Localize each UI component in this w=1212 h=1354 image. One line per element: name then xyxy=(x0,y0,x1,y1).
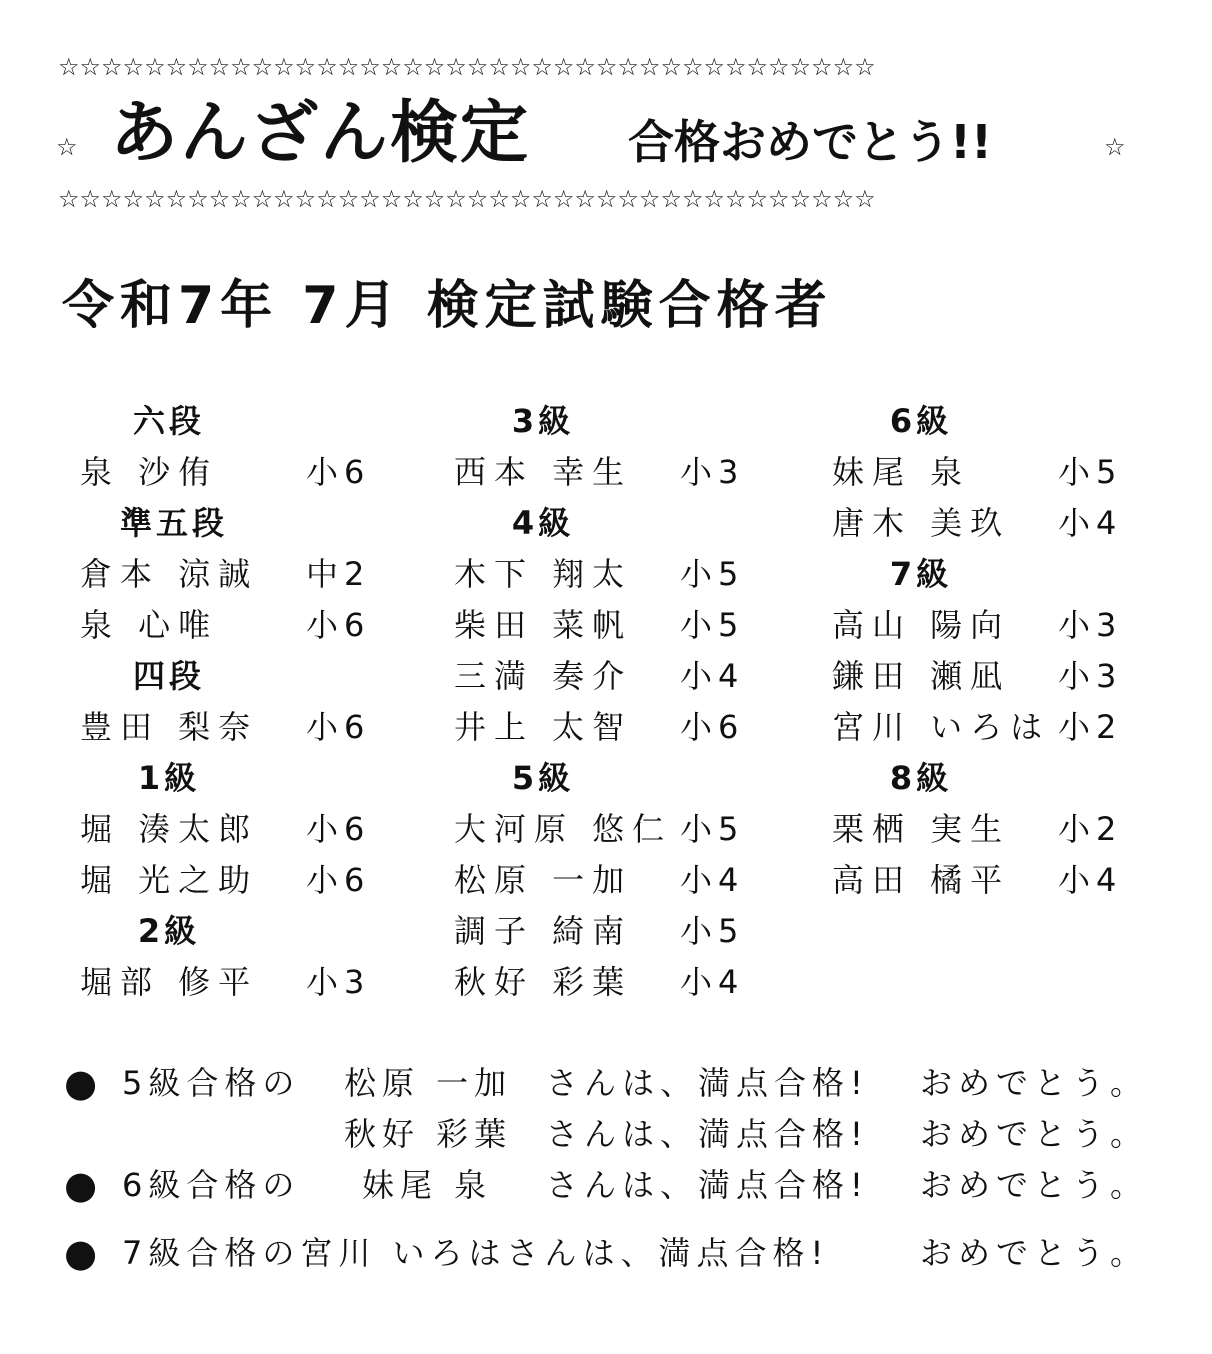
student-row xyxy=(448,804,748,855)
student-row xyxy=(448,957,748,1008)
school-grade: 小6 xyxy=(306,453,371,491)
school-grade: 小5 xyxy=(680,606,745,644)
student-row xyxy=(448,549,748,600)
note-bullet-3: ● xyxy=(64,1231,98,1275)
student-row xyxy=(826,498,1126,549)
school-grade: 小6 xyxy=(680,708,745,746)
student-row xyxy=(74,600,374,651)
student-row xyxy=(74,549,374,600)
student-name: 大河原 悠仁 xyxy=(454,810,673,848)
note-bullet-2: ● xyxy=(64,1163,98,1207)
student-name: 鎌田 瀬凪 xyxy=(832,657,1011,695)
student-name: 柴田 菜帆 xyxy=(454,606,633,644)
note-bullet-1: ● xyxy=(64,1061,98,1105)
grade-heading: 2級 xyxy=(137,912,201,950)
student-name: 木下 翔太 xyxy=(454,555,633,593)
school-grade: 小5 xyxy=(680,912,745,950)
note-3-suffix: さんは、満点合格! xyxy=(546,1166,869,1204)
grade-heading: 6級 xyxy=(889,402,953,440)
school-grade: 小4 xyxy=(680,657,745,695)
student-name: 高山 陽向 xyxy=(832,606,1011,644)
student-row xyxy=(826,804,1126,855)
note-1-suffix: さんは、満点合格! xyxy=(546,1064,869,1102)
school-grade: 小6 xyxy=(306,606,371,644)
student-name: 豊田 梨奈 xyxy=(80,708,259,746)
school-grade: 小5 xyxy=(1058,453,1123,491)
student-row xyxy=(448,855,748,906)
results-column-2 xyxy=(448,396,748,1008)
school-grade: 小4 xyxy=(1058,504,1123,542)
school-grade: 小3 xyxy=(680,453,745,491)
student-name: 松原 一加 xyxy=(454,861,633,899)
student-row xyxy=(826,702,1126,753)
grade-heading: 四段 xyxy=(132,657,205,695)
grade-heading: 8級 xyxy=(889,759,953,797)
student-name: 妹尾 泉 xyxy=(832,453,971,491)
student-row xyxy=(74,957,374,1008)
school-grade: 小6 xyxy=(306,810,371,848)
school-grade: 小5 xyxy=(680,810,745,848)
school-grade: 小6 xyxy=(306,708,371,746)
school-grade: 小3 xyxy=(1058,606,1123,644)
student-row xyxy=(448,447,748,498)
student-row xyxy=(448,600,748,651)
note-4-end: おめでとう。 xyxy=(920,1234,1149,1272)
school-grade: 小4 xyxy=(680,861,745,899)
star-left: ☆ xyxy=(56,133,78,161)
student-name: 堀 光之助 xyxy=(80,861,259,899)
student-row xyxy=(826,651,1126,702)
student-name: 泉 沙侑 xyxy=(80,453,219,491)
stars-border-bottom: ☆☆☆☆☆☆☆☆☆☆☆☆☆☆☆☆☆☆☆☆☆☆☆☆☆☆☆☆☆☆☆☆☆☆☆☆☆☆ xyxy=(58,185,876,213)
student-name: 三満 奏介 xyxy=(454,657,633,695)
note-1-prefix: 5級合格の xyxy=(122,1064,301,1102)
school-grade: 中2 xyxy=(306,555,371,593)
student-row xyxy=(448,651,748,702)
student-row xyxy=(826,447,1126,498)
student-row xyxy=(74,447,374,498)
note-3-end: おめでとう。 xyxy=(920,1166,1149,1204)
note-2-name: 秋好 彩葉 xyxy=(344,1115,513,1153)
student-row xyxy=(74,702,374,753)
grade-heading: 4級 xyxy=(511,504,575,542)
note-3-prefix: 6級合格の xyxy=(122,1166,301,1204)
student-name: 唐木 美玖 xyxy=(832,504,1011,542)
student-name: 高田 橘平 xyxy=(832,861,1011,899)
grade-heading: 六段 xyxy=(132,402,205,440)
student-row xyxy=(74,804,374,855)
school-grade: 小3 xyxy=(306,963,371,1001)
student-row xyxy=(74,855,374,906)
note-1-end: おめでとう。 xyxy=(920,1064,1149,1102)
school-grade: 小2 xyxy=(1058,810,1123,848)
grade-heading: 5級 xyxy=(511,759,575,797)
student-name: 堀部 修平 xyxy=(80,963,259,1001)
school-grade: 小2 xyxy=(1058,708,1123,746)
grade-heading: 1級 xyxy=(137,759,201,797)
school-grade: 小3 xyxy=(1058,657,1123,695)
note-1-name: 松原 一加 xyxy=(344,1064,513,1102)
stars-border-top: ☆☆☆☆☆☆☆☆☆☆☆☆☆☆☆☆☆☆☆☆☆☆☆☆☆☆☆☆☆☆☆☆☆☆☆☆☆☆ xyxy=(58,53,876,81)
results-column-3 xyxy=(826,396,1126,906)
star-right: ☆ xyxy=(1104,133,1126,161)
student-name: 西本 幸生 xyxy=(454,453,633,491)
student-name: 堀 湊太郎 xyxy=(80,810,259,848)
student-row xyxy=(826,600,1126,651)
school-grade: 小6 xyxy=(306,861,371,899)
banner-title: あんざん検定 xyxy=(110,94,531,173)
student-name: 倉本 涼誠 xyxy=(80,555,259,593)
student-name: 栗栖 実生 xyxy=(832,810,1011,848)
note-4-text: 7級合格の宮川 いろはさんは、満点合格! xyxy=(122,1234,830,1272)
student-name: 宮川 いろは xyxy=(832,708,1051,746)
banner-congrats: 合格おめでとう!! xyxy=(628,115,992,169)
grade-heading: 準五段 xyxy=(119,504,228,542)
note-2-suffix: さんは、満点合格! xyxy=(546,1115,869,1153)
page-title: 令和7年 7月 検定試験合格者 xyxy=(62,276,833,336)
student-row xyxy=(448,702,748,753)
results-column-1 xyxy=(74,396,374,1008)
student-name: 泉 心唯 xyxy=(80,606,219,644)
school-grade: 小4 xyxy=(680,963,745,1001)
note-2-end: おめでとう。 xyxy=(920,1115,1149,1153)
student-row xyxy=(826,855,1126,906)
school-grade: 小5 xyxy=(680,555,745,593)
grade-heading: 3級 xyxy=(511,402,575,440)
student-name: 調子 綺南 xyxy=(454,912,633,950)
grade-heading: 7級 xyxy=(889,555,953,593)
note-3-name: 妹尾 泉 xyxy=(362,1166,493,1204)
student-row xyxy=(448,906,748,957)
student-name: 秋好 彩葉 xyxy=(454,963,633,1001)
student-name: 井上 太智 xyxy=(454,708,633,746)
school-grade: 小4 xyxy=(1058,861,1123,899)
